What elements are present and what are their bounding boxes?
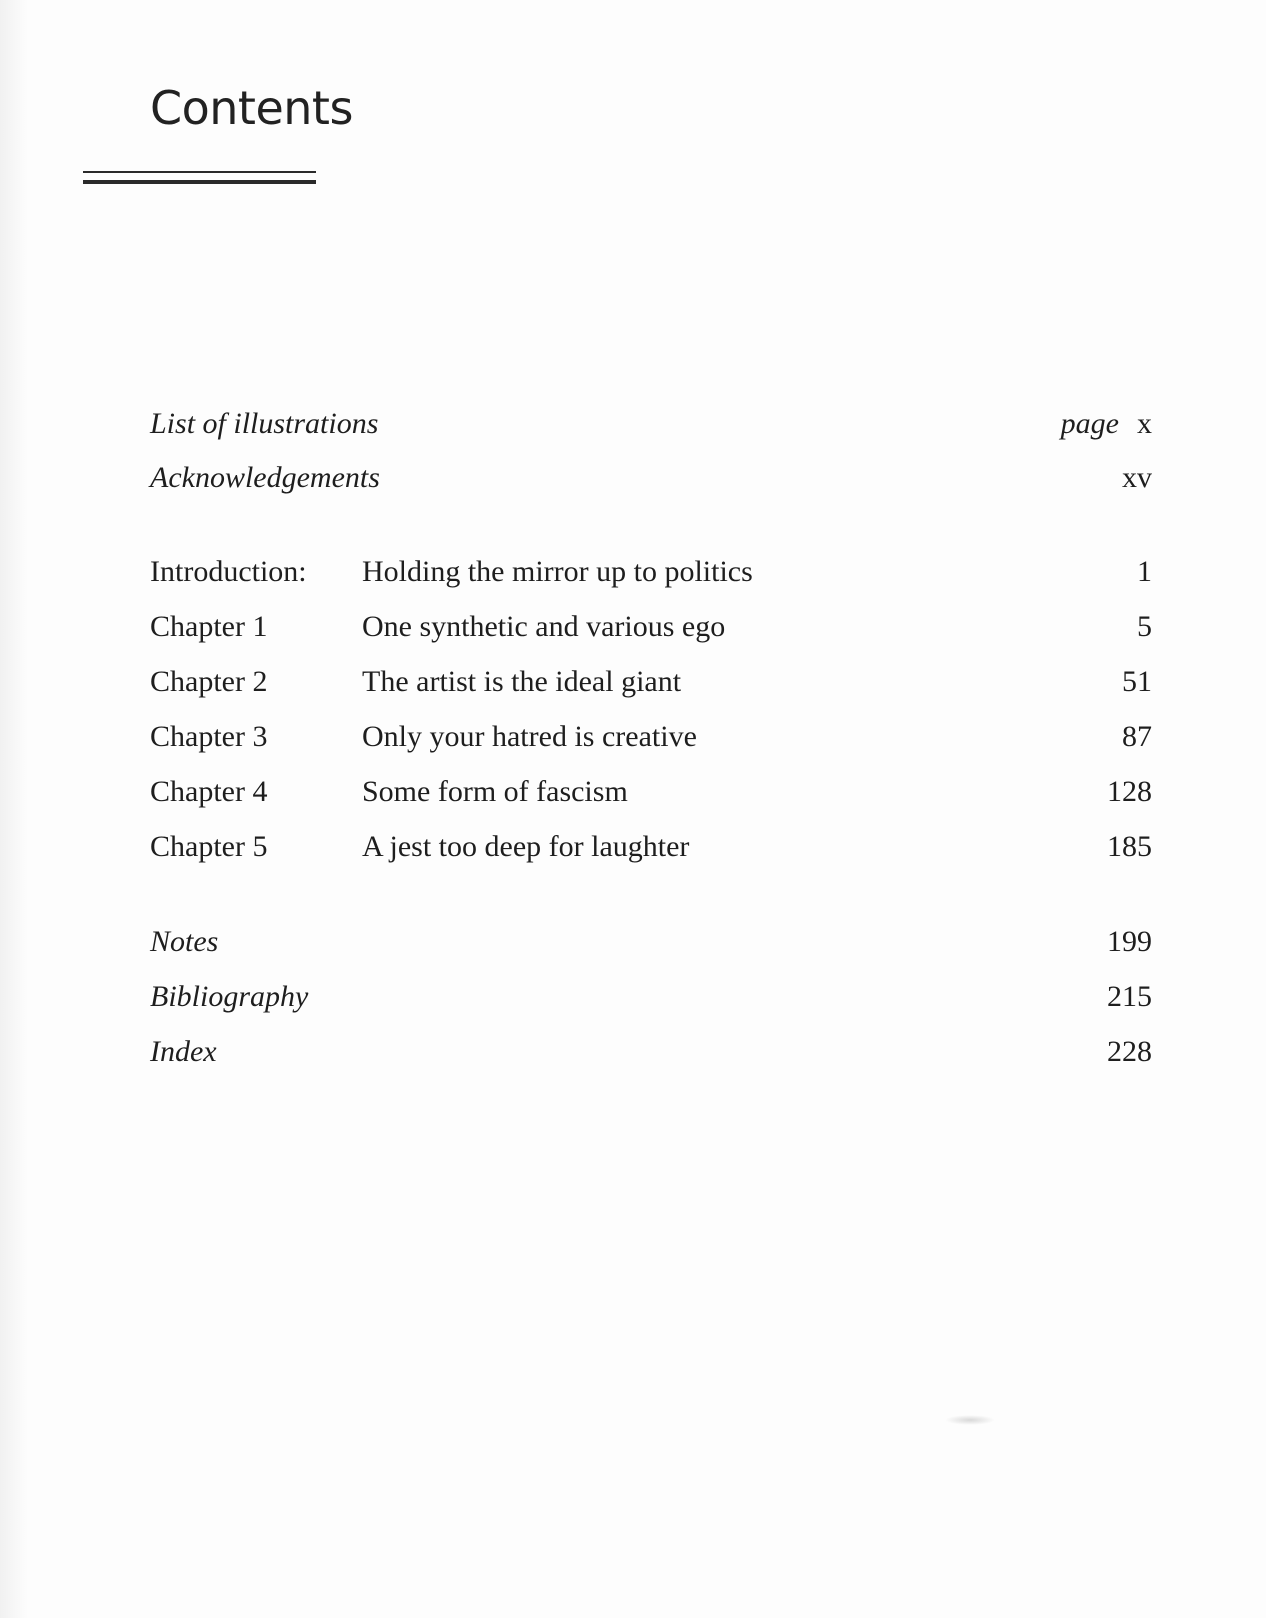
toc-entry-chapter-5[interactable] bbox=[150, 825, 1152, 869]
chapter-page: 51 bbox=[1122, 665, 1152, 698]
toc-entry-list-of-illustrations[interactable] bbox=[150, 402, 1152, 446]
toc-entry-notes[interactable] bbox=[150, 920, 1152, 964]
toc-entry-acknowledgements[interactable] bbox=[150, 456, 1152, 500]
toc-entry-chapter-1[interactable] bbox=[150, 605, 1152, 649]
chapter-title: Only your hatred is creative bbox=[362, 720, 697, 753]
toc-entry-title: Index bbox=[150, 1035, 217, 1068]
toc-entry-title: List of illustrations bbox=[150, 407, 379, 440]
chapter-title: One synthetic and various ego bbox=[362, 610, 726, 643]
toc-entry-title: Acknowledgements bbox=[150, 461, 380, 494]
scan-smudge bbox=[945, 1415, 995, 1425]
page-title: Contents bbox=[150, 81, 353, 135]
title-rule-thick bbox=[83, 180, 316, 184]
toc-entry-index[interactable] bbox=[150, 1030, 1152, 1074]
toc-entry-bibliography[interactable] bbox=[150, 975, 1152, 1019]
toc-entry-page bbox=[1061, 402, 1152, 446]
chapter-label: Introduction: bbox=[150, 555, 307, 588]
chapter-page: 5 bbox=[1137, 610, 1152, 643]
chapter-title: Holding the mirror up to politics bbox=[362, 555, 753, 588]
chapter-label: Chapter 1 bbox=[150, 610, 268, 643]
toc-entry-introduction[interactable] bbox=[150, 550, 1152, 594]
toc-entry-chapter-2[interactable] bbox=[150, 660, 1152, 704]
chapter-title: Some form of fascism bbox=[362, 775, 628, 808]
toc-entry-chapter-3[interactable] bbox=[150, 715, 1152, 759]
toc-entry-title: Bibliography bbox=[150, 980, 309, 1013]
chapter-page: 128 bbox=[1107, 775, 1152, 808]
chapter-page: 185 bbox=[1107, 830, 1152, 863]
toc-entry-title: Notes bbox=[150, 925, 219, 958]
title-rule-thin bbox=[83, 171, 316, 173]
toc-entry-chapter-4[interactable] bbox=[150, 770, 1152, 814]
chapter-page: 1 bbox=[1137, 555, 1152, 588]
page-number: x bbox=[1137, 407, 1152, 440]
chapter-page: 87 bbox=[1122, 720, 1152, 753]
chapter-label: Chapter 3 bbox=[150, 720, 268, 753]
toc-entry-page: 215 bbox=[1107, 980, 1152, 1013]
page-prefix: page bbox=[1060, 407, 1119, 440]
toc-entry-page: 228 bbox=[1107, 1035, 1152, 1068]
chapter-label: Chapter 4 bbox=[150, 775, 268, 808]
chapter-title: The artist is the ideal giant bbox=[362, 665, 682, 698]
chapter-label: Chapter 2 bbox=[150, 665, 268, 698]
page-edge-shadow bbox=[0, 0, 28, 1618]
toc-entry-page: xv bbox=[1122, 461, 1152, 494]
toc-entry-page: 199 bbox=[1107, 925, 1152, 958]
chapter-title: A jest too deep for laughter bbox=[362, 830, 690, 863]
chapter-label: Chapter 5 bbox=[150, 830, 268, 863]
